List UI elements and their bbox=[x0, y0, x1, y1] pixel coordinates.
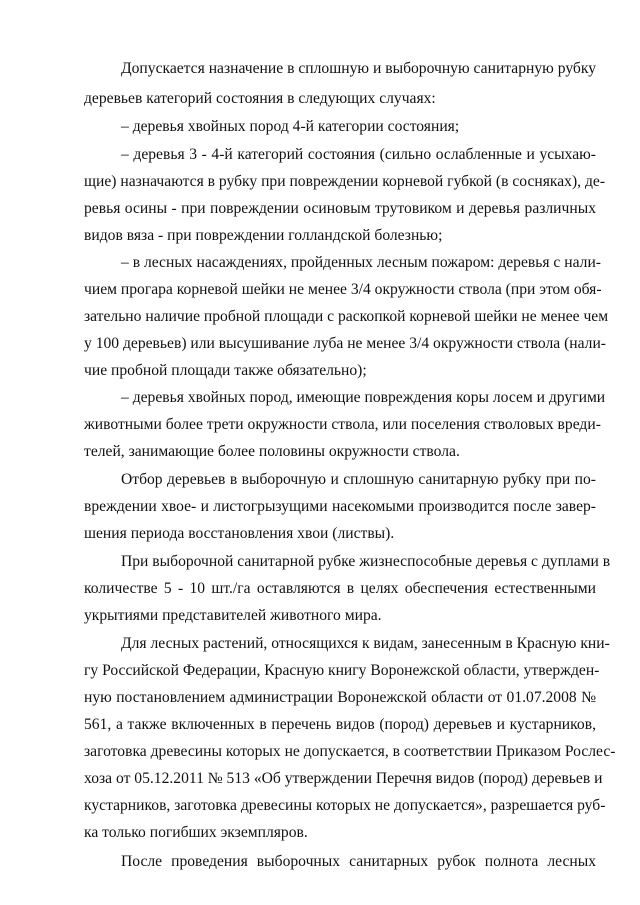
text-line: гу Российской Федерации, Красную книгу Воронежской области, утвержден- bbox=[84, 662, 600, 679]
text-line: ревья осины - при повреждении осиновым трутовиком и деревья различных bbox=[84, 200, 596, 217]
text-line: у 100 деревьев) или высушивание луба не менее 3/4 окружности ствола (нали- bbox=[84, 335, 607, 352]
text-line: щие) назначаются в рубку при повреждении корневой губкой (в сосняках), де- bbox=[84, 173, 606, 190]
text-line: заготовка древесины которых не допускается, в соответствии Приказом Рослес- bbox=[84, 743, 616, 760]
text-line: чие пробной площади также обязательно); bbox=[84, 362, 367, 379]
text-line: – деревья 3 - 4-й категорий состояния (сильно ослабленные и усыхаю- bbox=[121, 146, 596, 163]
text-line: Допускается назначение в сплошную и выборочную санитарную рубку bbox=[121, 60, 596, 77]
text-line: – в лесных насаждениях, пройденных лесным пожаром: деревья с нали- bbox=[121, 254, 601, 271]
text-line: телей, занимающие более половины окружности ствола. bbox=[84, 443, 460, 460]
text-line: Отбор деревьев в выборочную и сплошную санитарную рубку при по- bbox=[121, 471, 596, 488]
text-line: чием прогара корневой шейки не менее 3/4 окружности ствола (при этом обя- bbox=[84, 281, 602, 298]
text-line: После проведения выборочных санитарных рубок полнота лесных bbox=[121, 853, 596, 870]
text-line: деревьев категорий состояния в следующих случаях: bbox=[84, 90, 436, 107]
text-line: видов вяза - при повреждении голландской болезнью; bbox=[84, 227, 443, 244]
text-line: количестве 5 - 10 шт./га оставляются в целях обеспечения естественными bbox=[84, 580, 596, 597]
text-line: – деревья хвойных пород, имеющие повреждения коры лосем и другими bbox=[121, 389, 606, 406]
text-line: Для лесных растений, относящихся к видам, занесенным в Красную кни- bbox=[121, 635, 610, 652]
text-line: хоза от 05.12.2011 № 513 «Об утверждении Перечня видов (пород) деревьев и bbox=[84, 770, 603, 787]
text-line: При выборочной санитарной рубке жизнеспособные деревья с дуплами в bbox=[121, 553, 611, 570]
text-line: – деревья хвойных пород 4-й категории состояния; bbox=[121, 118, 460, 135]
text-line: ную постановлением администрации Воронежской области от 01.07.2008 № bbox=[84, 689, 596, 706]
text-line: 561, а также включенных в перечень видов (пород) деревьев и кустарников, bbox=[84, 716, 596, 733]
text-line: шения периода восстановления хвои (листвы). bbox=[84, 525, 395, 542]
text-line: кустарников, заготовка древесины которых не допускается», разрешается руб- bbox=[84, 797, 606, 814]
text-line: животными более трети окружности ствола, или поселения стволовых вреди- bbox=[84, 416, 601, 433]
text-line: укрытиями представителей животного мира. bbox=[84, 607, 382, 624]
text-line: ка только погибших экземпляров. bbox=[84, 824, 308, 841]
text-line: вреждении хвое- и листогрызущими насекомыми производится после завер- bbox=[84, 498, 596, 515]
text-line: зательно наличие пробной площади с раскопкой корневой шейки не менее чем bbox=[84, 308, 609, 325]
